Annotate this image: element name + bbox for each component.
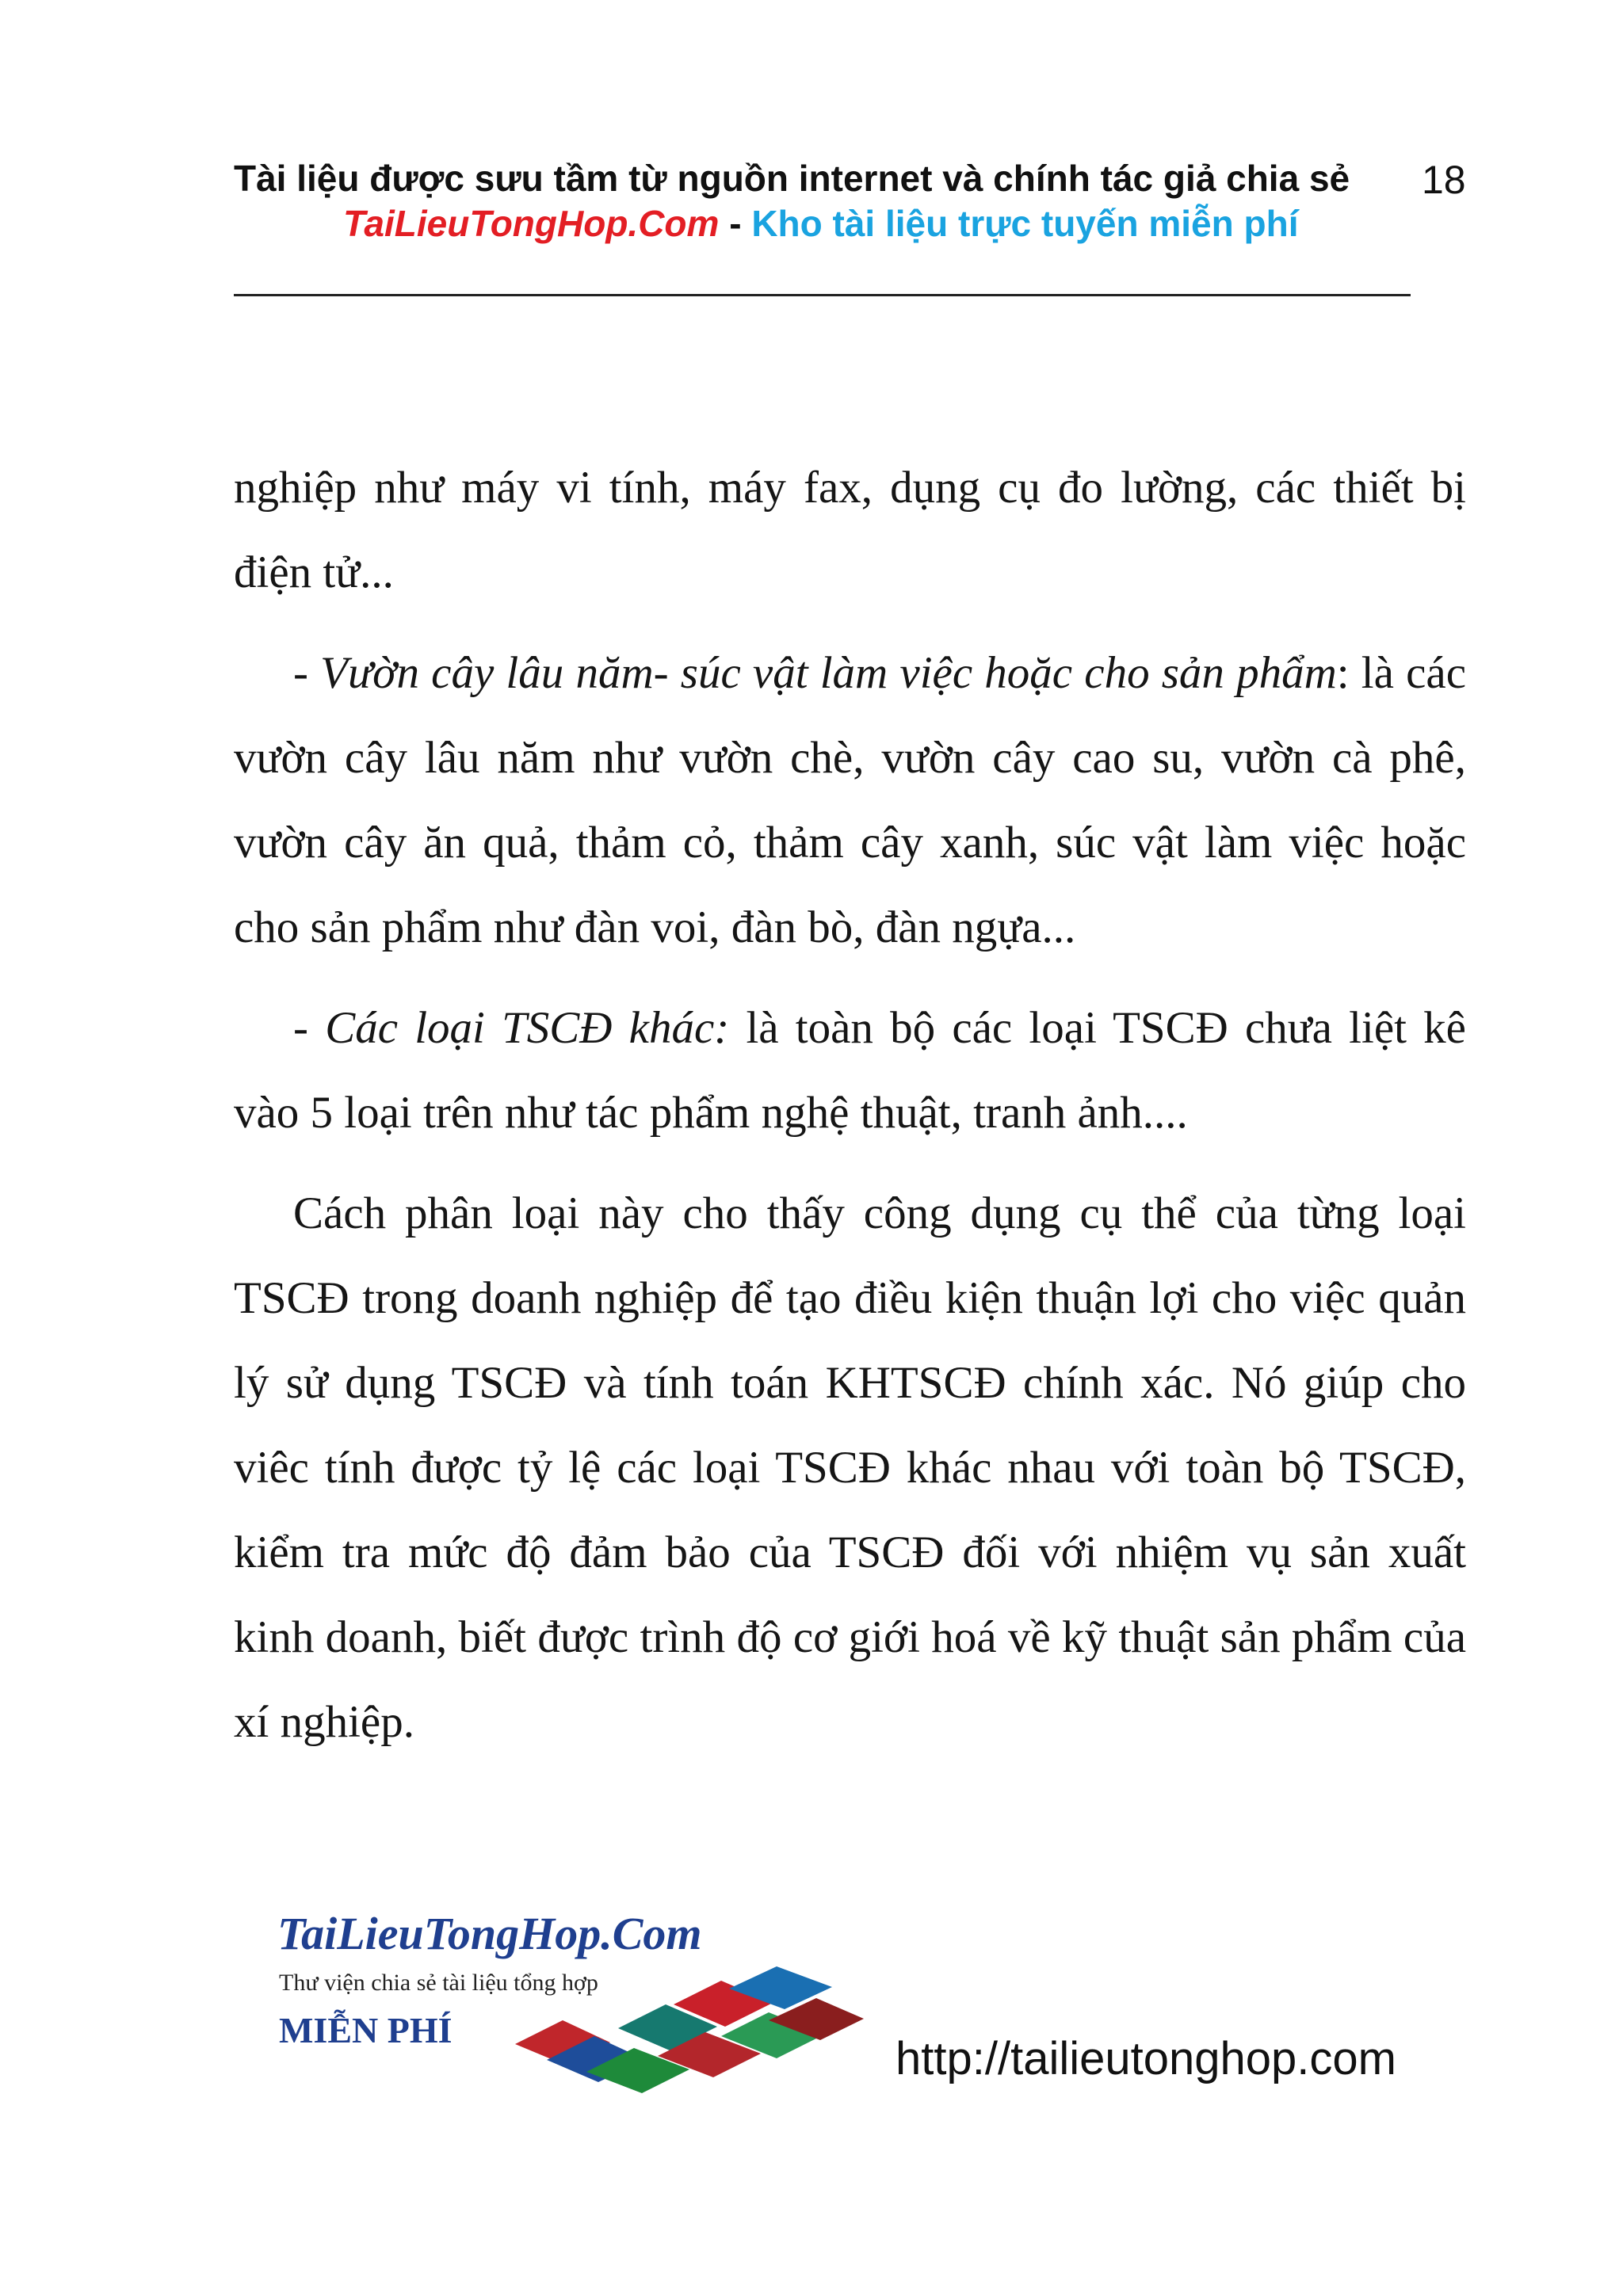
site-logo[interactable] <box>277 1901 880 2107</box>
paragraph-2-lead: - <box>293 648 321 698</box>
logo-title: TaiLieuTongHop.Com <box>277 1908 702 1959</box>
paragraph-3-text: là toàn bộ các loại TSCĐ chưa liệt kê vào 5 loại trên như tác phẩm nghệ thuật, tranh ảnh.... <box>234 1003 1466 1138</box>
paragraph-2-text: : là các vườn cây lâu năm như vườn chè, vườn cây cao su, vườn cà phê, vườn cây ăn quả, thảm cỏ, thảm cây xanh, súc vật làm việc hoặc cho sản phẩm như đàn voi, đàn bò, đàn ngựa... <box>234 648 1466 952</box>
paragraph-2-term: Vườn cây lâu năm- súc vật làm việc hoặc cho sản phẩm <box>320 648 1337 698</box>
header-separator: - <box>719 203 752 244</box>
paragraph-4 <box>234 1171 1466 1764</box>
paragraph-3 <box>234 986 1466 1155</box>
header-tagline: Kho tài liệu trực tuyến miễn phí <box>751 203 1299 244</box>
paragraph-3-lead: - <box>293 1003 326 1053</box>
paragraph-1 <box>234 445 1466 615</box>
header-source-note: Tài liệu được sưu tầm từ nguồn internet và chính tác giả chia sẻ <box>234 158 1350 199</box>
logo-free-label: MIỄN PHÍ <box>279 2010 453 2050</box>
page-number: 18 <box>1422 158 1466 202</box>
body-text <box>234 445 1466 1764</box>
header-brand[interactable]: TaiLieuTongHop.Com <box>343 203 720 244</box>
header-divider <box>234 294 1411 296</box>
logo-subtitle: Thư viện chia sẻ tài liệu tổng hợp <box>279 1970 598 1996</box>
paragraph-1-text: nghiệp như máy vi tính, máy fax, dụng cụ đo lường, các thiết bị điện tử... <box>234 463 1466 597</box>
footer-url-link[interactable]: http://tailieutonghop.com <box>896 2033 1396 2084</box>
paragraph-2 <box>234 631 1466 970</box>
header-brand-line <box>343 202 1298 245</box>
paragraph-3-term: Các loại TSCĐ khác: <box>325 1003 730 1053</box>
paragraph-4-text: Cách phân loại này cho thấy công dụng cụ thể của từng loại TSCĐ trong doanh nghiệp để tạo điều kiện thuận lợi cho việc quản lý sử dụng TSCĐ và tính toán KHTSCĐ chính xác. Nó giúp cho viêc tính được tỷ lệ các loại TSCĐ khác nhau với toàn bộ TSCĐ, kiểm tra mức độ đảm bảo của TSCĐ đối với nhiệm vụ sản xuất kinh doanh, biết được trình độ cơ giới hoá về kỹ thuật sản phẩm của xí nghiệp. <box>234 1188 1466 1747</box>
